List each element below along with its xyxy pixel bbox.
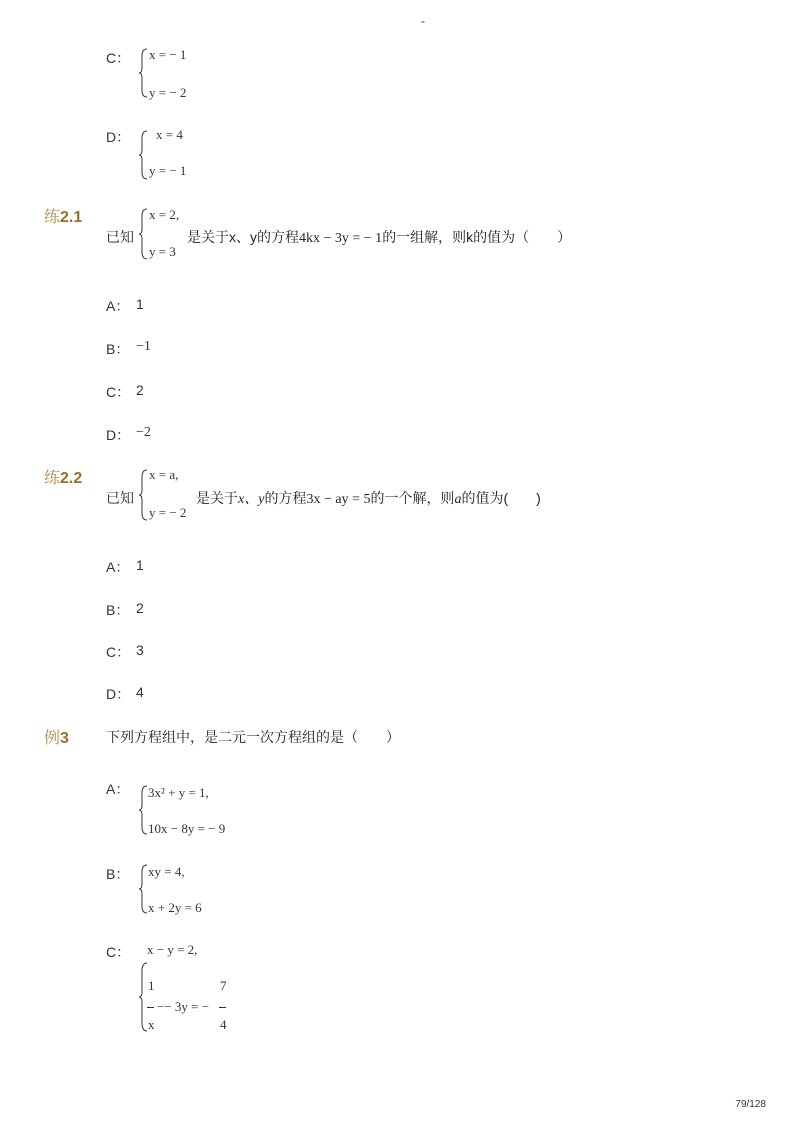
system-line: x = a,	[149, 467, 179, 482]
question-text: 下列方程组中，是二元一次方程组的是（ ）	[106, 729, 400, 745]
system-line: x = − 1	[149, 47, 187, 62]
fraction-bar	[219, 1007, 226, 1008]
question-text: 是关于x、y的方程4kx − 3y = − 1的一组解，则k的值为（ ）	[187, 229, 572, 246]
fraction-bar	[147, 1007, 154, 1008]
system-line: y = 3	[149, 244, 176, 259]
option-label-d: D：	[106, 129, 131, 145]
system-line: x − y = 2,	[147, 942, 198, 957]
page-number: 79/128	[735, 1099, 766, 1110]
fraction-denominator: 4	[220, 1017, 227, 1032]
question-prefix: 已知	[106, 490, 134, 506]
system-line: xy = 4,	[148, 864, 185, 879]
brace-icon	[138, 864, 148, 914]
option-value: −2	[136, 425, 151, 440]
system-line: x = 2,	[149, 207, 180, 222]
system-line-middle: −− 3y = −	[157, 999, 210, 1014]
system-line: 3x² + y = 1,	[148, 785, 209, 800]
system-line: 10x − 8y = − 9	[148, 821, 226, 836]
option-label-c: C：	[106, 944, 131, 960]
option-label-b: B：	[106, 866, 130, 882]
example-tag: 例3	[44, 730, 69, 747]
system-line: y = − 2	[149, 85, 187, 100]
option-value: 1	[136, 557, 144, 573]
brace-icon	[138, 469, 148, 521]
option-value: −1	[136, 339, 151, 354]
option-label: A：	[106, 559, 130, 575]
brace-icon	[138, 962, 148, 1032]
brace-icon	[138, 785, 148, 835]
option-label: D：	[106, 686, 131, 702]
option-label: B：	[106, 341, 130, 357]
option-label: B：	[106, 602, 130, 618]
option-label-c: C：	[106, 50, 131, 66]
option-value: 2	[136, 600, 144, 616]
option-label: C：	[106, 384, 131, 400]
system-line: y = − 2	[149, 505, 187, 520]
fraction-numerator: 7	[220, 978, 227, 993]
system-line: y = − 1	[149, 163, 187, 178]
option-label: A：	[106, 298, 130, 314]
exercise-tag: 练2.2	[44, 470, 83, 487]
fraction-numerator: 1	[148, 978, 155, 993]
option-value: 4	[136, 684, 144, 700]
question-prefix: 已知	[106, 229, 134, 245]
option-value: 1	[136, 296, 144, 312]
exercise-tag: 练2.1	[44, 209, 83, 226]
option-label: D：	[106, 427, 131, 443]
system-line: x = 4	[156, 127, 183, 142]
option-label: C：	[106, 644, 131, 660]
option-value: 2	[136, 382, 144, 398]
system-line: x + 2y = 6	[148, 900, 202, 915]
header-dash: -	[421, 14, 425, 28]
brace-icon	[138, 130, 148, 180]
brace-icon	[138, 48, 148, 98]
fraction-denominator: x	[148, 1017, 155, 1032]
question-text: 是关于x、y的方程3x − ay = 5的一个解，则a的值为( )	[196, 490, 541, 507]
option-label-a: A：	[106, 781, 130, 797]
option-value: 3	[136, 642, 144, 658]
brace-icon	[138, 208, 148, 260]
